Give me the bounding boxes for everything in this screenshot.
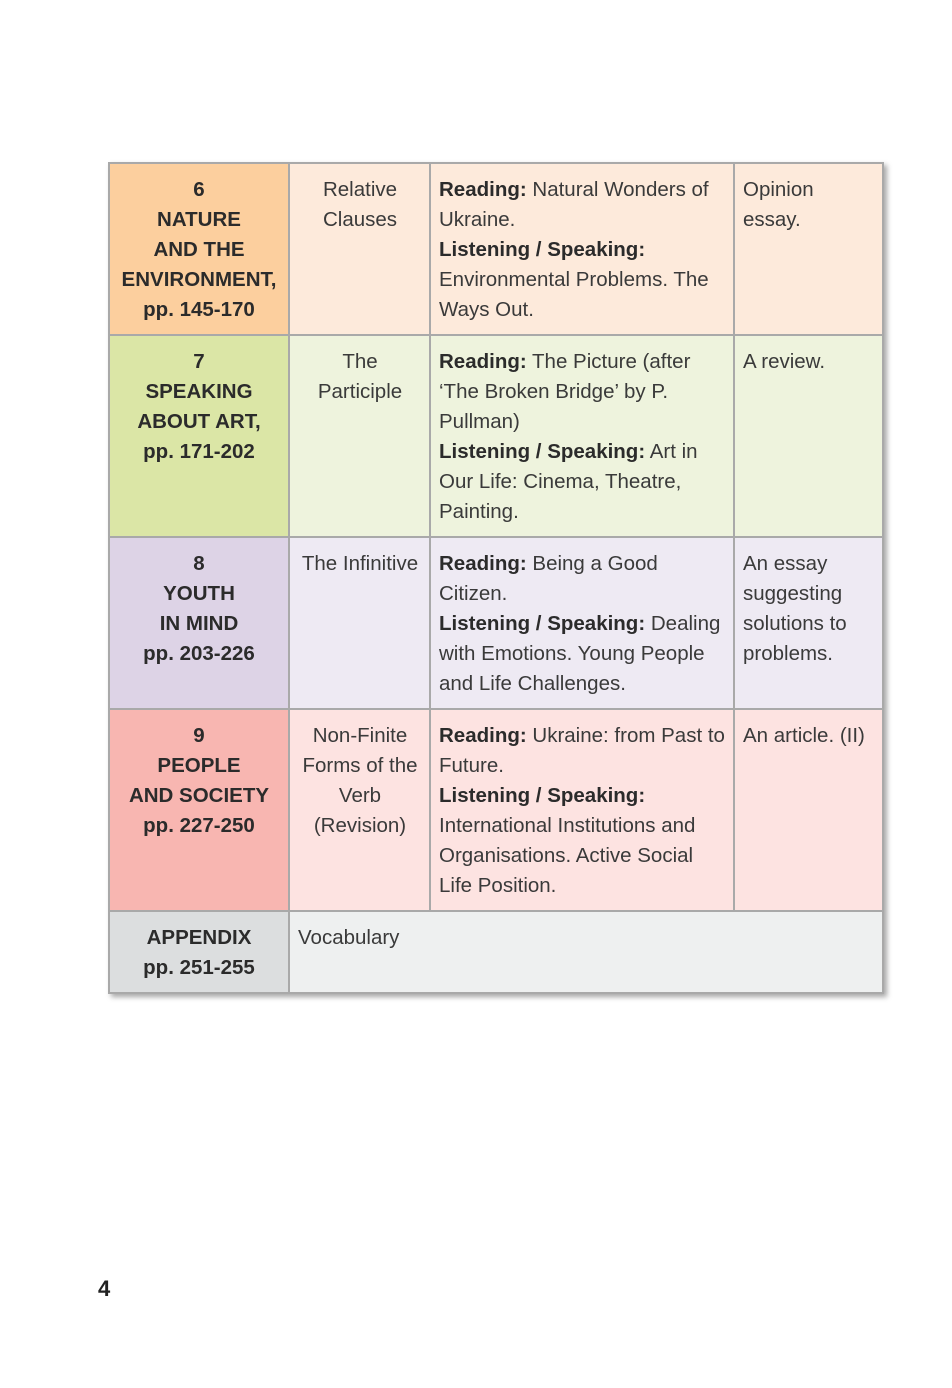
grammar-cell: The Infinitive [289,537,430,709]
appendix-pages: pp. 251-255 [143,956,255,979]
listening-text: Dealing with Emotions. Young People and Life Challenges. [439,612,721,695]
reading-text: Being a Good Citizen. [439,552,658,605]
listening-text: Art in Our Life: Cinema, Theatre, Painting. [439,440,698,523]
table-row [109,537,883,709]
unit-cell [109,709,289,911]
unit-pages: pp. 145-170 [143,298,255,321]
unit-pages: pp. 171-202 [143,440,255,463]
contents-table [108,162,884,994]
unit-title-line: PEOPLE [157,754,241,777]
unit-number: 7 [193,350,205,373]
unit-title-line: NATURE [157,208,241,231]
appendix-content: Vocabulary [289,911,883,993]
writing-cell: A review. [734,335,883,537]
appendix-title: APPENDIX [146,926,252,949]
reading-text: Ukraine: from Past to Future. [439,724,725,777]
table-row [109,163,883,335]
reading-text: Natural Wonders of Ukraine. [439,178,709,231]
unit-title-line: AND THE [153,238,245,261]
listening-label: Listening / Speaking: [439,612,646,635]
unit-cell [109,537,289,709]
skills-cell [430,709,734,911]
unit-title-line: IN MIND [159,612,239,635]
listening-label: Listening / Speaking: [439,784,646,807]
grammar-cell: The Participle [289,335,430,537]
listening-label: Listening / Speaking: [439,440,646,463]
reading-label: Reading: [439,178,527,201]
unit-title-line: YOUTH [163,582,235,605]
page-number: 4 [98,1276,111,1301]
table-row [109,335,883,537]
unit-pages: pp. 203-226 [143,642,255,665]
reading-label: Reading: [439,724,527,747]
unit-cell [109,335,289,537]
writing-cell: Opinion essay. [734,163,883,335]
skills-cell [430,335,734,537]
unit-number: 9 [193,724,205,747]
skills-cell [430,163,734,335]
unit-pages: pp. 227-250 [143,814,255,837]
unit-title-line: SPEAKING [145,380,253,403]
unit-cell [109,163,289,335]
appendix-row [109,911,883,993]
grammar-cell: Non-Finite Forms of the Verb (Revision) [289,709,430,911]
reading-label: Reading: [439,350,527,373]
skills-cell [430,537,734,709]
unit-title-line: ENVIRONMENT, [121,268,277,291]
writing-cell: An essay suggesting solutions to problems. [734,537,883,709]
appendix-unit-cell [109,911,289,993]
listening-label: Listening / Speaking: [439,238,646,261]
listening-text: Environmental Problems. The Ways Out. [439,268,709,321]
unit-title-line: AND SOCIETY [128,784,270,807]
grammar-cell: Relative Clauses [289,163,430,335]
unit-number: 6 [193,178,205,201]
reading-text: The Picture (after ‘The Broken Bridge’ by P. Pullman) [439,350,691,433]
unit-number: 8 [193,552,205,575]
unit-title-line: ABOUT ART, [137,410,261,433]
table-row [109,709,883,911]
reading-label: Reading: [439,552,527,575]
writing-cell: An article. (II) [734,709,883,911]
listening-text: International Institutions and Organisations. Active Social Life Position. [439,814,696,897]
